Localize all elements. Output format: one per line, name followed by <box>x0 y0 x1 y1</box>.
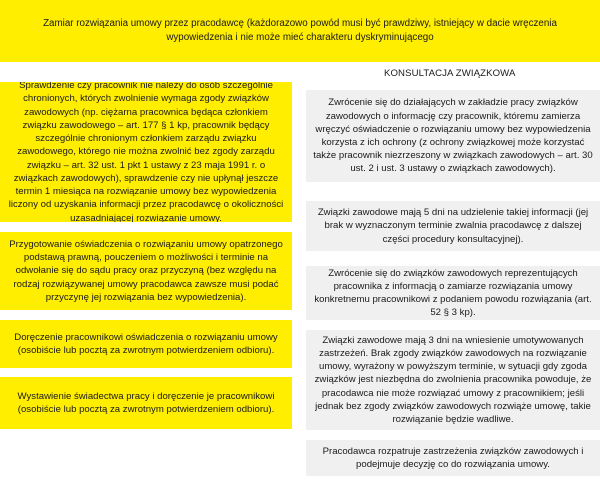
step-text: Sprawdzenie czy pracownik nie należy do osób szczególnie chronionych, których zwolnienie wymaga zgody związków zawodowych (np. ciężarna pracownica będąca członkiem związku zawodowego – art. 177 § 1 kp, pracownik będący szczególnie chronionym członkiem zarządu związku zawodowego, którego nie można zwolnić bez zgody zarządu związku – art. 32 ust. 1 pkt 1 ustawy z 23 maja 1991 r. o związkach zawodowych), sprawdzenie czy nie upłynął jeszcze termin 1 miesiąca na rozwiązanie umowy bez wypowiedzenia liczony od uzyskania informacji przez pracodawcę o okoliczności uzasadniającej rozwiązanie umowy. <box>8 82 284 222</box>
consult-step-3-days <box>306 330 600 430</box>
consult-step-5-days <box>306 201 600 251</box>
step-deliver-statement <box>0 320 292 368</box>
step-text: Doręczenie pracownikowi oświadczenia o rozwiązaniu umowy (osobiście lub pocztą za zwrotnym potwierdzeniem odbioru). <box>14 331 278 356</box>
consult-step-text: Związki zawodowe mają 5 dni na udzielenie takiej informacji (jej brak w wyznaczonym terminie zwalnia pracodawcę z dalszej części procedury konsultacyjnej). <box>317 207 589 245</box>
step-text: Wystawienie świadectwa pracy i doręczenie je pracownikowi (osobiście lub pocztą za zwrotnym potwierdzeniem odbioru). <box>17 390 275 415</box>
consult-step-ask-unions <box>306 90 600 182</box>
consult-step-notify-unions <box>306 266 600 320</box>
step-issue-certificate <box>0 377 292 429</box>
consult-step-text: Zwrócenie się do związków zawodowych reprezentujących pracownika z informacją o zamiarze rozwiązania umowy konkretnemu pracownikowi z podaniem powodu rozwiązania (art. 52 § 3 kp). <box>314 267 592 319</box>
consult-step-text: Pracodawca rozpatruje zastrzeżenia związków zawodowych i podejmuje decyzję co do rozwiązania umowy. <box>322 445 584 470</box>
step-text: Przygotowanie oświadczenia o rozwiązaniu umowy opatrzonego podstawą prawną, pouczeniem o możliwości i terminie na odwołanie się do sądu pracy oraz przyczyną (bez względu na rodzaj rozwiązywanej umowy pracodawca zawsze musi podać przyczynę jej rozwiązania bez wypowiedzenia). <box>9 238 283 303</box>
step-prepare-statement <box>0 232 292 310</box>
consult-step-text: Związki zawodowe mają 3 dni na wniesienie umotywowanych zastrzeżeń. Brak zgody związków zawodowych na rozwiązanie umowy, wyrażony w powyższym terminie, w sytuacji gdy zgoda związków jest niezbędna do zwolnienia pracownika powoduje, że pracodawca nie może rozwiązać umowy z pracownikiem; jeśli jednak bez zgody związków zawodowych rozwiąże umowę, takie rozwiązanie będzie wadliwe. <box>314 334 592 426</box>
header-text: Zamiar rozwiązania umowy przez pracodawcę (każdorazowo powód musi być prawdziwy, istniejący w dacie wręczenia wypowiedzenia i nie może mieć charakteru dyskryminującego <box>43 17 557 43</box>
union-consultation-title: KONSULTACJA ZWIĄZKOWA <box>384 68 516 79</box>
consult-step-employer-decision <box>306 440 600 476</box>
process-header <box>0 0 600 62</box>
step-verify-protection <box>0 82 292 222</box>
consult-step-text: Zwrócenie się do działających w zakładzie pracy związków zawodowych o informację czy pracownik, któremu zamierza wręczyć oświadczenie o rozwiązaniu umowy bez wypowiedzenia korzysta z ich ochrony (z ochrony związkowej może korzystać także pracownik niezrzeszony w związkach zawodowych – art. 30 ust. 2 i ust. 3 ustawy o związkach zawodowych). <box>313 97 593 175</box>
